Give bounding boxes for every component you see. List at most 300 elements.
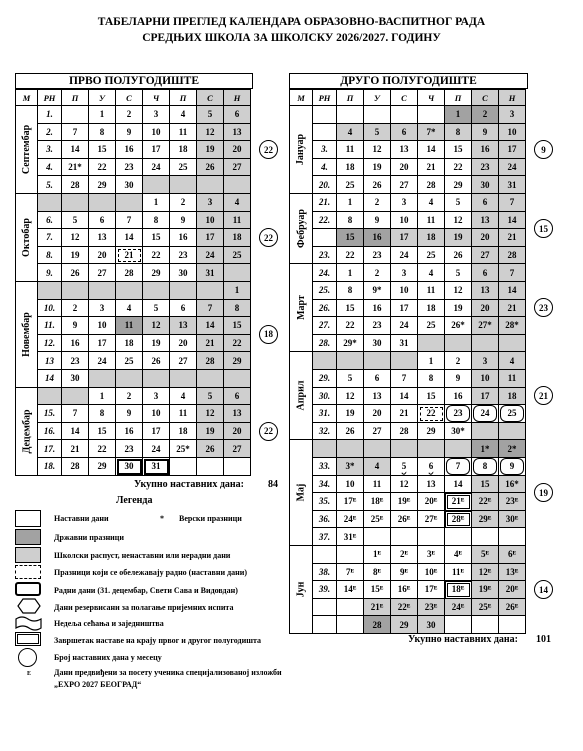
week-number [38, 335, 62, 353]
day-number: 11 [232, 214, 242, 225]
day-cell [391, 335, 418, 353]
month-label [290, 106, 313, 194]
day-cell [337, 370, 364, 388]
day-cell [364, 141, 391, 159]
day-number: 1 [347, 197, 353, 208]
day-number: 5 [347, 373, 353, 384]
day-number: 8 [99, 408, 105, 419]
day-number: 6ᴱ [507, 549, 516, 560]
day-cell [62, 458, 89, 476]
day-cell [62, 335, 89, 353]
day-number: 18 [178, 144, 188, 155]
day-cell [445, 335, 472, 353]
day-cell [197, 124, 224, 142]
day-cell [143, 370, 170, 388]
week-number-text: 26. [318, 302, 331, 313]
day-cell [337, 176, 364, 194]
day-number: 29ᴱ [478, 514, 492, 525]
day-number: 24 [473, 405, 497, 422]
day-number: 18 [124, 338, 134, 349]
day-number: 10 [151, 126, 161, 137]
day-cell [391, 476, 418, 494]
day-cell [116, 106, 143, 124]
week-number-text: 28. [318, 338, 331, 349]
day-cell [170, 335, 197, 353]
day-cell [89, 282, 116, 300]
day-cell [499, 247, 526, 265]
day-cell [391, 388, 418, 406]
day-number: 16 [70, 338, 80, 349]
day-cell [499, 317, 526, 335]
day-cell [445, 370, 472, 388]
day-cell [337, 300, 364, 318]
day-cell [445, 141, 472, 159]
day-cell [143, 159, 170, 177]
day-number: 13ᴱ [505, 566, 519, 577]
day-cell [89, 440, 116, 458]
day-cell [472, 352, 499, 370]
week-number [313, 159, 337, 177]
day-cell [391, 317, 418, 335]
page-title-line2: СРЕДЊИХ ШКОЛА ЗА ШКОЛСКУ 2026/2027. ГОДИНУ [142, 32, 441, 44]
month-name: Јун [295, 581, 307, 598]
day-number: 5ᴱ [480, 549, 489, 560]
week-number [313, 370, 337, 388]
day-cell [116, 229, 143, 247]
day-cell [472, 493, 499, 511]
week-number [38, 229, 62, 247]
day-number: 10 [480, 373, 490, 384]
day-cell [391, 264, 418, 282]
day-number: 15 [345, 232, 355, 243]
day-number: 4 [126, 302, 132, 313]
day-cell [62, 159, 89, 177]
day-number: 14 [205, 320, 215, 331]
day-cell [418, 282, 445, 300]
day-cell [143, 352, 170, 370]
day-number: 27 [372, 426, 382, 437]
day-number: 10 [507, 126, 517, 137]
column-header: П [445, 90, 472, 106]
day-number: 26 [151, 355, 161, 366]
day-number: 28 [507, 250, 517, 261]
day-number: 26 [70, 267, 80, 278]
day-cell [364, 124, 391, 142]
day-number: 16 [372, 232, 382, 243]
day-number: 3* [345, 461, 355, 472]
day-number: 26 [205, 443, 215, 454]
day-cell [472, 141, 499, 159]
day-cell [337, 528, 364, 546]
day-cell [445, 229, 472, 247]
day-number: 13 [480, 285, 490, 296]
month-label [16, 194, 38, 282]
week-number [313, 476, 337, 494]
day-number: 9* [372, 285, 382, 296]
week-number-text: 12. [43, 338, 56, 349]
day-number: 26 [453, 250, 463, 261]
day-number: 17 [151, 144, 161, 155]
day-number: 13 [426, 478, 436, 489]
day-cell [445, 528, 472, 546]
day-number: 14 [70, 144, 80, 155]
day-number: 18 [507, 390, 517, 401]
day-number: 20 [178, 338, 188, 349]
day-number: 3ᴱ [426, 549, 435, 560]
day-cell [337, 159, 364, 177]
week-number-text: 39. [318, 584, 331, 595]
second-term-total-value: 101 [536, 634, 551, 645]
day-cell [391, 599, 418, 617]
day-number: 18 [232, 232, 242, 243]
day-number: 13 [372, 390, 382, 401]
day-number: 7 [126, 214, 132, 225]
day-number: 11 [345, 144, 355, 155]
day-cell [143, 335, 170, 353]
month-name: Мај [295, 483, 307, 502]
legend-label-wave: Недеља сећања и заједништва [54, 619, 164, 628]
week-number [38, 141, 62, 159]
day-cell [337, 141, 364, 159]
day-cell [197, 423, 224, 441]
day-cell [170, 194, 197, 212]
day-number: 23 [446, 405, 470, 422]
day-number: 6 [401, 126, 407, 137]
day-number: 24 [507, 162, 517, 173]
day-number: 7 [509, 267, 515, 278]
day-cell [337, 194, 364, 212]
day-cell [89, 352, 116, 370]
day-number: 14 [507, 285, 517, 296]
day-cell [62, 194, 89, 212]
day-cell [116, 317, 143, 335]
day-number: 12 [151, 320, 161, 331]
day-number: 28 [205, 355, 215, 366]
week-number-text: 33. [318, 461, 331, 472]
day-cell [499, 264, 526, 282]
week-number-text: 25. [318, 285, 331, 296]
day-number: 27 [178, 355, 188, 366]
day-number: 26 [205, 162, 215, 173]
day-cell [224, 458, 251, 476]
day-number: 22 [345, 320, 355, 331]
day-number: 5 [72, 214, 78, 225]
day-cell [472, 546, 499, 564]
day-cell [445, 317, 472, 335]
day-number: 28 [426, 179, 436, 190]
week-number-text: 8. [46, 250, 53, 261]
week-number [313, 616, 337, 634]
day-cell [391, 106, 418, 124]
day-number: 19 [453, 302, 463, 313]
day-number: 22 [232, 338, 242, 349]
day-number: 17 [507, 144, 517, 155]
day-cell [472, 264, 499, 282]
day-cell [170, 124, 197, 142]
day-cell [62, 212, 89, 230]
day-cell [143, 212, 170, 230]
day-cell [472, 528, 499, 546]
day-number: 23ᴱ [505, 496, 519, 507]
day-number: 27 [480, 250, 490, 261]
day-cell [499, 300, 526, 318]
month-label [16, 106, 38, 194]
day-cell [143, 264, 170, 282]
day-cell [337, 317, 364, 335]
day-cell [116, 440, 143, 458]
day-cell [364, 476, 391, 494]
day-cell [170, 141, 197, 159]
legend-label-expo-line2: „ЕХРО 2027 БЕОГРАД“ [54, 680, 142, 689]
week-number [38, 159, 62, 177]
day-number: 19 [70, 250, 80, 261]
day-cell [499, 229, 526, 247]
day-cell [337, 405, 364, 423]
day-cell [391, 176, 418, 194]
day-cell [391, 546, 418, 564]
day-cell [116, 282, 143, 300]
day-number: 29 [97, 461, 107, 472]
day-number: 7ᴱ [345, 566, 354, 577]
day-number: 6 [234, 390, 240, 401]
day-number: 30 [372, 338, 382, 349]
week-number-text: 9. [46, 267, 53, 278]
week-number-text: 31. [318, 408, 331, 419]
day-number: 7 [446, 458, 470, 475]
day-cell [418, 564, 445, 582]
day-number: 7 [207, 302, 213, 313]
day-cell [170, 317, 197, 335]
day-number: 23 [372, 250, 382, 261]
day-number: 30 [426, 619, 436, 630]
day-number: 31 [399, 338, 409, 349]
day-cell [445, 511, 472, 529]
legend-symbol-box [15, 582, 41, 596]
day-cell [418, 476, 445, 494]
day-cell [143, 300, 170, 318]
day-cell [116, 194, 143, 212]
day-cell [472, 581, 499, 599]
day-cell [170, 106, 197, 124]
column-header: П [337, 90, 364, 106]
day-number: 29 [453, 179, 463, 190]
day-cell [418, 124, 445, 142]
day-number: 9 [374, 214, 380, 225]
day-number: 7 [72, 126, 78, 137]
day-cell [472, 317, 499, 335]
day-number: 16 [453, 390, 463, 401]
day-number: 29 [97, 179, 107, 190]
day-number: 28 [70, 461, 80, 472]
week-number [313, 546, 337, 564]
day-number: 20ᴱ [505, 584, 519, 595]
day-cell [170, 352, 197, 370]
day-cell [391, 229, 418, 247]
day-number: 17ᴱ [424, 584, 438, 595]
day-cell [143, 317, 170, 335]
day-number: 21 [70, 443, 80, 454]
day-cell [391, 440, 418, 458]
day-cell [418, 440, 445, 458]
day-cell [224, 159, 251, 177]
day-number: 9 [455, 373, 461, 384]
day-number: 5 [401, 461, 407, 472]
day-cell [116, 141, 143, 159]
day-cell [62, 405, 89, 423]
week-number-text: 17. [43, 443, 56, 454]
day-number: 1 [99, 390, 105, 401]
day-cell [364, 352, 391, 370]
week-number [313, 194, 337, 212]
month-total-circle: 18 [259, 325, 278, 344]
day-cell [418, 141, 445, 159]
week-number [313, 300, 337, 318]
day-cell [143, 124, 170, 142]
day-cell [170, 176, 197, 194]
month-label [290, 352, 313, 440]
day-cell [499, 423, 526, 441]
month-label [16, 388, 38, 476]
day-cell [364, 599, 391, 617]
week-number [38, 440, 62, 458]
day-cell [224, 423, 251, 441]
day-cell [445, 247, 472, 265]
day-number: 7 [509, 197, 515, 208]
day-number: 27 [232, 443, 242, 454]
day-cell [364, 247, 391, 265]
day-number: 12ᴱ [478, 566, 492, 577]
day-cell [197, 264, 224, 282]
day-cell [337, 493, 364, 511]
day-number: 16 [124, 144, 134, 155]
day-number: 7 [401, 373, 407, 384]
day-cell [364, 300, 391, 318]
legend-label-school-days: Наставни дани [54, 514, 109, 523]
day-number: 23 [480, 162, 490, 173]
column-header: У [364, 90, 391, 106]
day-cell [418, 528, 445, 546]
day-number: 22 [97, 443, 107, 454]
day-number: 23ᴱ [424, 602, 438, 613]
day-cell [472, 458, 499, 476]
day-number: 12 [205, 408, 215, 419]
week-number [313, 352, 337, 370]
legend-symbol-hexagon [15, 598, 43, 614]
day-cell [337, 423, 364, 441]
day-cell [418, 194, 445, 212]
day-cell [197, 370, 224, 388]
day-cell [170, 423, 197, 441]
day-cell [62, 229, 89, 247]
column-header: П [170, 90, 197, 106]
day-number: 5 [455, 197, 461, 208]
week-number [313, 405, 337, 423]
day-number: 25 [500, 405, 524, 422]
day-cell [337, 458, 364, 476]
day-cell [364, 370, 391, 388]
day-cell [143, 282, 170, 300]
day-cell [418, 317, 445, 335]
legend-label-expo: Дани предвиђени за посету ученика специјализованој изложби [54, 668, 282, 677]
day-number: 7* [426, 126, 436, 137]
day-cell [499, 476, 526, 494]
day-number: 21 [507, 232, 517, 243]
day-cell [170, 264, 197, 282]
day-number: 19 [345, 408, 355, 419]
week-number [38, 388, 62, 406]
day-cell [337, 352, 364, 370]
day-cell [364, 317, 391, 335]
day-cell [89, 423, 116, 441]
day-cell [499, 564, 526, 582]
day-cell [445, 176, 472, 194]
day-number: 8 [234, 302, 240, 313]
day-cell [116, 264, 143, 282]
day-cell [418, 264, 445, 282]
day-number: 15 [151, 232, 161, 243]
day-cell [224, 405, 251, 423]
day-cell [391, 282, 418, 300]
day-cell [445, 264, 472, 282]
day-number: 12 [399, 478, 409, 489]
day-number: 25 [426, 320, 436, 331]
day-cell [197, 458, 224, 476]
day-cell [472, 176, 499, 194]
day-number: 8 [455, 126, 461, 137]
day-number: 11ᴱ [451, 566, 464, 577]
day-number: 28 [372, 619, 382, 630]
day-cell [89, 370, 116, 388]
day-cell [445, 423, 472, 441]
legend-symbol-double-box [15, 632, 41, 646]
day-cell [418, 493, 445, 511]
week-number-text: 29. [318, 373, 331, 384]
day-number: 4 [347, 126, 353, 137]
day-cell [472, 247, 499, 265]
day-number: 15 [480, 478, 490, 489]
day-number: 19 [453, 232, 463, 243]
day-number: 23 [178, 250, 188, 261]
week-number-text: 1. [46, 109, 53, 120]
day-cell [143, 405, 170, 423]
day-cell [116, 124, 143, 142]
day-number: 19 [205, 426, 215, 437]
second-term-calendar [289, 89, 548, 634]
day-number: 19 [372, 162, 382, 173]
day-cell [445, 300, 472, 318]
day-number: 19 [205, 144, 215, 155]
week-number-text: 21. [318, 197, 331, 208]
day-number: 15 [426, 390, 436, 401]
legend-symbol-circle [18, 648, 37, 667]
day-cell [445, 476, 472, 494]
week-number-text: 3. [321, 144, 328, 155]
day-cell [62, 423, 89, 441]
day-number: 21* [68, 162, 82, 173]
day-cell [62, 300, 89, 318]
column-header: РН [313, 90, 337, 106]
week-number [38, 106, 62, 124]
week-number-text: 20. [318, 179, 331, 190]
week-number [38, 405, 62, 423]
week-number [313, 176, 337, 194]
day-cell [499, 159, 526, 177]
day-number: 3 [207, 197, 213, 208]
day-cell [170, 212, 197, 230]
day-number: 22 [345, 250, 355, 261]
day-number: 19ᴱ [478, 584, 492, 595]
day-cell [418, 616, 445, 634]
